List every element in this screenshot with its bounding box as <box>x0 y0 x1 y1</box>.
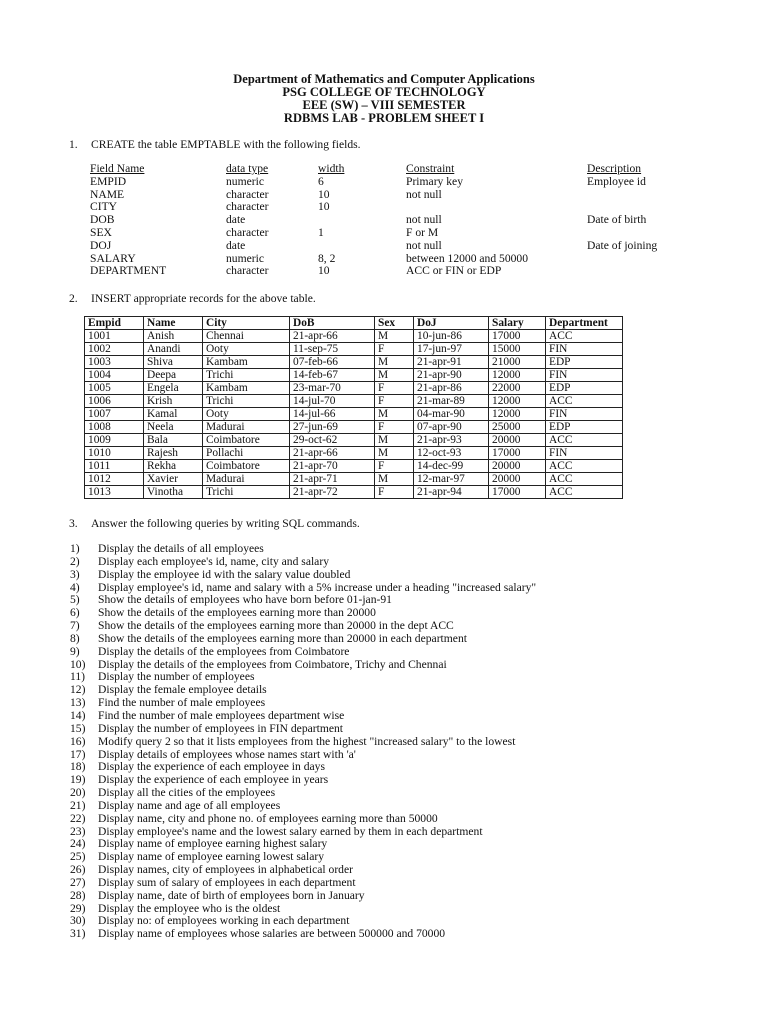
query-text: Display the number of employees <box>98 670 255 684</box>
table-row <box>85 486 623 499</box>
table-cell: 21-apr-71 <box>290 473 375 486</box>
query-number: 5) <box>70 593 80 607</box>
table-cell: 12000 <box>489 408 546 421</box>
query-number: 12) <box>70 683 86 697</box>
query-text: Show the details of the employees earning more than 20000 in each department <box>98 631 467 645</box>
query-text: Display name of employee earning lowest salary <box>98 850 325 864</box>
table-row <box>85 434 623 447</box>
table-cell: 21-mar-89 <box>414 395 489 408</box>
query-number: 27) <box>70 875 86 889</box>
table-row <box>85 460 623 473</box>
query-number: 2) <box>70 554 80 568</box>
query-number: 22) <box>70 811 86 825</box>
table-cell: F <box>375 382 414 395</box>
table-cell: M <box>375 369 414 382</box>
table-cell: 21000 <box>489 356 546 369</box>
field-spec-row-col-2: 8, 2 <box>318 251 336 265</box>
field-spec-row-col-4: Date of birth <box>587 213 647 227</box>
field-spec-row-col-0: DEPARTMENT <box>90 264 167 278</box>
table-cell: 1005 <box>85 382 144 395</box>
table-row <box>85 447 623 460</box>
field-spec-row-col-1: character <box>226 226 269 239</box>
table-cell: 1008 <box>85 421 144 434</box>
column-header: DoJ <box>414 317 489 330</box>
query-number: 13) <box>70 696 86 710</box>
query-text: Display the experience of each employee in days <box>98 760 325 774</box>
field-spec-row-col-0: DOB <box>90 213 115 227</box>
query-number: 3) <box>70 567 80 581</box>
table-cell: Madurai <box>203 421 290 434</box>
query-text: Display details of employees whose names start with 'a' <box>98 747 356 761</box>
table-cell: ACC <box>546 473 623 486</box>
table-cell: ACC <box>546 486 623 499</box>
query-number: 20) <box>70 786 86 800</box>
table-row <box>85 473 623 486</box>
table-row <box>85 356 623 369</box>
field-spec-row-col-3: F or M <box>406 226 439 239</box>
query-text: Display the number of employees in FIN department <box>98 721 344 735</box>
table-cell: 20000 <box>489 473 546 486</box>
field-spec-row-col-2: 10 <box>318 200 330 214</box>
table-cell: ACC <box>546 330 623 343</box>
section-number: 1. <box>69 138 78 151</box>
query-text: Display names, city of employees in alphabetical order <box>98 863 353 877</box>
table-cell: 1003 <box>85 356 144 369</box>
query-number: 17) <box>70 747 86 761</box>
table-cell: FIN <box>546 447 623 460</box>
table-cell: 1004 <box>85 369 144 382</box>
section-text: INSERT appropriate records for the above table. <box>91 292 316 305</box>
table-cell: Deepa <box>144 369 203 382</box>
query-text: Display name of employee earning highest salary <box>98 837 328 851</box>
query-text: Show the details of the employees earning more than 20000 in the dept ACC <box>98 619 454 633</box>
query-text: Display sum of salary of employees in each department <box>98 875 356 889</box>
table-cell: 1009 <box>85 434 144 447</box>
table-cell: Kambam <box>203 382 290 395</box>
query-text: Display the employee who is the oldest <box>98 901 281 915</box>
table-cell: F <box>375 395 414 408</box>
section-text: Answer the following queries by writing SQL commands. <box>91 517 360 530</box>
table-cell: 14-feb-67 <box>290 369 375 382</box>
table-cell: EDP <box>546 382 623 395</box>
table-cell: 14-jul-66 <box>290 408 375 421</box>
query-text: Display each employee's id, name, city and salary <box>98 554 329 568</box>
table-cell: Rekha <box>144 460 203 473</box>
table-cell: ACC <box>546 460 623 473</box>
query-number: 18) <box>70 760 86 774</box>
query-text: Display the details of the employees from Coimbatore, Trichy and Chennai <box>98 657 447 671</box>
query-number: 10) <box>70 657 86 671</box>
table-cell: ACC <box>546 434 623 447</box>
section-number: 2. <box>69 292 78 305</box>
query-number: 15) <box>70 721 86 735</box>
table-cell: 17000 <box>489 486 546 499</box>
table-cell: Vinotha <box>144 486 203 499</box>
table-cell: 10-jun-86 <box>414 330 489 343</box>
table-cell: 04-mar-90 <box>414 408 489 421</box>
table-cell: FIN <box>546 408 623 421</box>
table-cell: Ooty <box>203 408 290 421</box>
section-number: 3. <box>69 517 78 530</box>
query-list <box>70 543 536 941</box>
table-row <box>85 382 623 395</box>
query-text: Find the number of male employees department wise <box>98 708 345 722</box>
table-cell: 17-jun-97 <box>414 343 489 356</box>
table-cell: 12000 <box>489 369 546 382</box>
column-header: Empid <box>85 317 144 330</box>
query-number: 24) <box>70 837 86 851</box>
table-cell: M <box>375 447 414 460</box>
table-cell: 12000 <box>489 395 546 408</box>
column-header: City <box>203 317 290 330</box>
field-spec-row-col-0: EMPID <box>90 174 127 188</box>
table-cell: EDP <box>546 356 623 369</box>
field-spec-row-col-1: numeric <box>226 174 264 188</box>
table-cell: Trichi <box>203 369 290 382</box>
table-cell: Trichi <box>203 486 290 499</box>
table-cell: EDP <box>546 421 623 434</box>
table-cell: 12-oct-93 <box>414 447 489 460</box>
table-cell: 21-apr-66 <box>290 447 375 460</box>
table-cell: 12-mar-97 <box>414 473 489 486</box>
college-heading: PSG COLLEGE OF TECHNOLOGY <box>282 85 486 99</box>
table-cell: 1010 <box>85 447 144 460</box>
query-text: Display employee's id, name and salary with a 5% increase under a heading "increased salary" <box>98 580 537 594</box>
query-text: Find the number of male employees <box>98 696 266 710</box>
table-cell: 14-jul-70 <box>290 395 375 408</box>
table-cell: Bala <box>144 434 203 447</box>
query-text: Display name, city and phone no. of employees earning more than 50000 <box>98 811 438 825</box>
column-header: DoB <box>290 317 375 330</box>
query-number: 16) <box>70 734 86 748</box>
field-spec-row-col-4: Employee id <box>587 174 646 188</box>
query-text: Display the female employee details <box>98 683 267 697</box>
table-cell: Engela <box>144 382 203 395</box>
table-cell: 21-apr-70 <box>290 460 375 473</box>
table-cell: Madurai <box>203 473 290 486</box>
query-number: 14) <box>70 708 86 722</box>
table-cell: 1007 <box>85 408 144 421</box>
table-cell: 17000 <box>489 330 546 343</box>
table-cell: 1006 <box>85 395 144 408</box>
table-cell: 21-apr-93 <box>414 434 489 447</box>
column-header: Name <box>144 317 203 330</box>
column-header: Sex <box>375 317 414 330</box>
field-spec-header-col-0: Field Name <box>90 162 145 175</box>
field-spec-row-col-0: CITY <box>90 200 118 214</box>
field-spec-row-col-1: character <box>226 264 269 278</box>
table-row <box>85 421 623 434</box>
table-cell: M <box>375 408 414 421</box>
table-cell: Shiva <box>144 356 203 369</box>
field-spec-row-col-1: character <box>226 187 269 201</box>
dept-heading: Department of Mathematics and Computer Applications <box>233 72 535 86</box>
table-cell: M <box>375 330 414 343</box>
field-spec-row-col-3: not null <box>406 238 442 252</box>
table-row <box>85 395 623 408</box>
table-cell: F <box>375 486 414 499</box>
query-number: 6) <box>70 606 80 620</box>
query-number: 19) <box>70 773 86 787</box>
field-spec-row-col-0: DOJ <box>90 238 112 252</box>
field-spec-header-col-1: data type <box>226 162 269 175</box>
query-number: 29) <box>70 901 86 915</box>
table-cell: 25000 <box>489 421 546 434</box>
query-number: 31) <box>70 927 86 941</box>
table-cell: Coimbatore <box>203 434 290 447</box>
table-cell: 17000 <box>489 447 546 460</box>
field-spec-row-col-1: date <box>226 213 246 227</box>
table-cell: M <box>375 356 414 369</box>
field-spec-row-col-0: SALARY <box>90 251 136 265</box>
field-spec-header-col-4: Description <box>587 162 642 175</box>
column-header: Salary <box>489 317 546 330</box>
query-number: 30) <box>70 914 86 928</box>
field-spec-row-col-2: 6 <box>318 174 324 188</box>
field-spec-row-col-1: character <box>226 200 269 214</box>
field-spec-row-col-1: date <box>226 238 246 252</box>
table-cell: F <box>375 421 414 434</box>
table-cell: 20000 <box>489 434 546 447</box>
table-cell: Anish <box>144 330 203 343</box>
section-1 <box>69 138 361 151</box>
table-cell: 21-apr-94 <box>414 486 489 499</box>
table-cell: Xavier <box>144 473 203 486</box>
query-text: Display name, date of birth of employees born in January <box>98 888 365 902</box>
query-text: Display name and age of all employees <box>98 798 281 812</box>
table-cell: 29-oct-62 <box>290 434 375 447</box>
table-cell: 27-jun-69 <box>290 421 375 434</box>
field-spec-row-col-0: SEX <box>90 226 112 239</box>
table-cell: 11-sep-75 <box>290 343 375 356</box>
query-number: 9) <box>70 644 80 658</box>
table-cell: Kambam <box>203 356 290 369</box>
query-text: Display the experience of each employee in years <box>98 773 329 787</box>
query-number: 23) <box>70 824 86 838</box>
query-number: 28) <box>70 888 86 902</box>
query-text: Display the employee id with the salary value doubled <box>98 567 351 581</box>
query-number: 7) <box>70 619 80 633</box>
field-spec-row-col-2: 10 <box>318 264 330 278</box>
section-text: CREATE the table EMPTABLE with the following fields. <box>91 138 361 151</box>
table-cell: 21-apr-66 <box>290 330 375 343</box>
list-item <box>70 928 536 941</box>
query-text: Show the details of employees who have born before 01-jan-91 <box>98 593 392 607</box>
field-spec-row-col-3: Primary key <box>406 174 463 188</box>
field-spec-row-col-3: ACC or FIN or EDP <box>406 264 502 278</box>
table-cell: 21-apr-86 <box>414 382 489 395</box>
section-3 <box>69 517 360 530</box>
table-cell: ACC <box>546 395 623 408</box>
query-number: 8) <box>70 631 80 645</box>
query-text: Show the details of the employees earning more than 20000 <box>98 606 376 620</box>
table-cell: Krish <box>144 395 203 408</box>
query-number: 21) <box>70 798 86 812</box>
query-number: 11) <box>70 670 86 684</box>
table-cell: 23-mar-70 <box>290 382 375 395</box>
semester-heading: EEE (SW) – VIII SEMESTER <box>302 98 466 112</box>
field-spec-row-col-3: between 12000 and 50000 <box>406 251 529 265</box>
field-spec-row-col-3: not null <box>406 213 442 227</box>
table-cell: 22000 <box>489 382 546 395</box>
table-cell: 15000 <box>489 343 546 356</box>
table-cell: 1013 <box>85 486 144 499</box>
column-header: Department <box>546 317 623 330</box>
query-text: Display no: of employees working in each department <box>98 914 350 928</box>
table-cell: Trichi <box>203 395 290 408</box>
field-spec-row-col-0: NAME <box>90 187 125 201</box>
table-cell: Rajesh <box>144 447 203 460</box>
table-cell: 1001 <box>85 330 144 343</box>
field-spec-header-col-2: width <box>318 162 345 175</box>
table-cell: F <box>375 343 414 356</box>
field-spec-header-col-3: Constraint <box>406 162 455 175</box>
table-cell: Coimbatore <box>203 460 290 473</box>
query-text: Modify query 2 so that it lists employees from the highest "increased salary" to the lowest <box>98 734 516 748</box>
table-cell: Kamal <box>144 408 203 421</box>
employee-table <box>84 316 623 499</box>
table-row <box>85 343 623 356</box>
table-row <box>85 408 623 421</box>
field-spec-row-col-4: Date of joining <box>587 238 658 252</box>
query-text: Display the details of the employees from Coimbatore <box>98 644 350 658</box>
sheet-title: RDBMS LAB - PROBLEM SHEET I <box>283 111 485 125</box>
table-cell: Anandi <box>144 343 203 356</box>
field-spec-row-col-1: numeric <box>226 251 264 265</box>
field-spec-row-col-2: 10 <box>318 187 330 201</box>
table-cell: 21-apr-72 <box>290 486 375 499</box>
table-header-row <box>85 317 623 330</box>
query-text: Display the details of all employees <box>98 542 264 555</box>
table-cell: Chennai <box>203 330 290 343</box>
table-cell: 07-apr-90 <box>414 421 489 434</box>
table-cell: FIN <box>546 343 623 356</box>
query-number: 25) <box>70 850 86 864</box>
table-cell: 1011 <box>85 460 144 473</box>
query-number: 4) <box>70 580 80 594</box>
section-2 <box>69 292 316 305</box>
table-cell: M <box>375 473 414 486</box>
table-cell: 14-dec-99 <box>414 460 489 473</box>
query-text: Display employee's name and the lowest salary earned by them in each department <box>98 824 483 838</box>
table-cell: M <box>375 434 414 447</box>
query-text: Display all the cities of the employees <box>98 786 276 800</box>
query-text: Display name of employees whose salaries are between 500000 and 70000 <box>98 927 446 941</box>
table-cell: Neela <box>144 421 203 434</box>
table-cell: Pollachi <box>203 447 290 460</box>
table-cell: Ooty <box>203 343 290 356</box>
table-cell: 07-feb-66 <box>290 356 375 369</box>
table-row <box>85 330 623 343</box>
table-cell: 21-apr-91 <box>414 356 489 369</box>
table-cell: F <box>375 460 414 473</box>
table-cell: 20000 <box>489 460 546 473</box>
query-number: 1) <box>70 542 80 555</box>
table-cell: 1002 <box>85 343 144 356</box>
field-spec-row-col-2: 1 <box>318 226 324 239</box>
table-cell: 1012 <box>85 473 144 486</box>
table-cell: 21-apr-90 <box>414 369 489 382</box>
query-number: 26) <box>70 863 86 877</box>
table-cell: FIN <box>546 369 623 382</box>
field-spec-row-col-3: not null <box>406 187 442 201</box>
table-row <box>85 369 623 382</box>
